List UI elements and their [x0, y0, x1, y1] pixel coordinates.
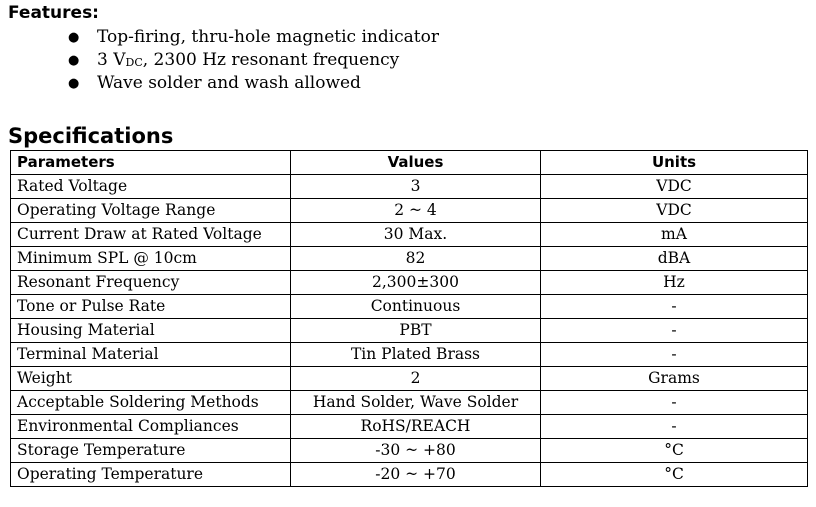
value-cell: 2,300±300 [291, 271, 541, 295]
value-cell: -20 ~ +70 [291, 463, 541, 487]
feature-text: Wave solder and wash allowed [97, 73, 361, 93]
column-header-parameters: Parameters [11, 151, 291, 175]
value-cell: Hand Solder, Wave Solder [291, 391, 541, 415]
table-row [11, 271, 808, 295]
unit-cell: mA [541, 223, 808, 247]
unit-cell: °C [541, 439, 808, 463]
bullet-icon: ● [68, 76, 80, 91]
parameter-cell: Storage Temperature [11, 439, 291, 463]
table-row [11, 247, 808, 271]
parameter-cell: Weight [11, 367, 291, 391]
table-row [11, 463, 808, 487]
specifications-table [10, 150, 808, 487]
list-item [60, 49, 439, 72]
table-row [11, 343, 808, 367]
features-heading: Features: [8, 3, 99, 23]
table-row [11, 199, 808, 223]
unit-cell: °C [541, 463, 808, 487]
unit-cell: - [541, 295, 808, 319]
unit-cell: Hz [541, 271, 808, 295]
parameter-cell: Operating Temperature [11, 463, 291, 487]
parameter-cell: Operating Voltage Range [11, 199, 291, 223]
parameter-cell: Environmental Compliances [11, 415, 291, 439]
parameter-cell: Current Draw at Rated Voltage [11, 223, 291, 247]
unit-cell: VDC [541, 175, 808, 199]
specifications-heading: Specifications [8, 124, 174, 148]
table-row [11, 319, 808, 343]
column-header-values: Values [291, 151, 541, 175]
unit-cell: - [541, 343, 808, 367]
parameter-cell: Terminal Material [11, 343, 291, 367]
table-row [11, 367, 808, 391]
unit-cell: Grams [541, 367, 808, 391]
unit-cell: dBA [541, 247, 808, 271]
value-cell: PBT [291, 319, 541, 343]
value-cell: 3 [291, 175, 541, 199]
value-cell: Continuous [291, 295, 541, 319]
table-row [11, 439, 808, 463]
value-cell: 2 [291, 367, 541, 391]
parameter-cell: Housing Material [11, 319, 291, 343]
value-cell: RoHS/REACH [291, 415, 541, 439]
table-row [11, 295, 808, 319]
bullet-icon: ● [68, 53, 80, 68]
feature-text-prefix: 3 V [97, 50, 126, 70]
table-row [11, 223, 808, 247]
unit-cell: - [541, 319, 808, 343]
value-cell: 82 [291, 247, 541, 271]
unit-cell: VDC [541, 199, 808, 223]
list-item [60, 26, 439, 49]
list-item [60, 72, 439, 95]
parameter-cell: Resonant Frequency [11, 271, 291, 295]
table-row [11, 415, 808, 439]
feature-text-subscript: DC [125, 56, 143, 69]
parameter-cell: Acceptable Soldering Methods [11, 391, 291, 415]
table-header-row [11, 151, 808, 175]
bullet-icon: ● [68, 30, 80, 45]
value-cell: Tin Plated Brass [291, 343, 541, 367]
value-cell: 2 ~ 4 [291, 199, 541, 223]
column-header-units: Units [541, 151, 808, 175]
feature-text: Top-firing, thru-hole magnetic indicator [97, 27, 440, 47]
parameter-cell: Minimum SPL @ 10cm [11, 247, 291, 271]
unit-cell: - [541, 415, 808, 439]
table-row [11, 175, 808, 199]
unit-cell: - [541, 391, 808, 415]
parameter-cell: Rated Voltage [11, 175, 291, 199]
value-cell: -30 ~ +80 [291, 439, 541, 463]
parameter-cell: Tone or Pulse Rate [11, 295, 291, 319]
features-list [60, 26, 439, 95]
value-cell: 30 Max. [291, 223, 541, 247]
table-body [11, 175, 808, 487]
feature-text-suffix: , 2300 Hz resonant frequency [142, 50, 400, 70]
table-row [11, 391, 808, 415]
